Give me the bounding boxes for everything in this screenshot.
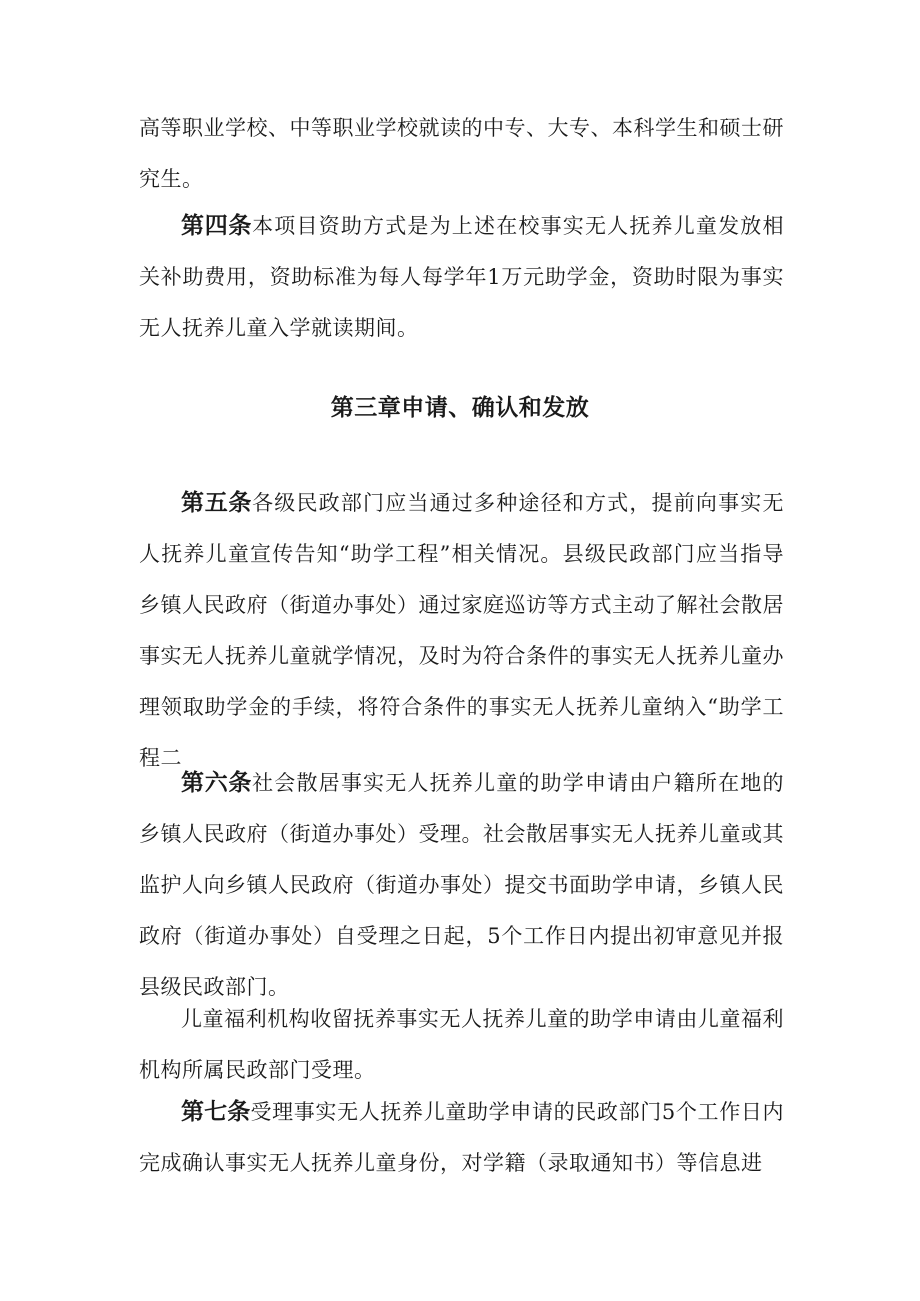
article-5-label: 第五条 bbox=[181, 490, 253, 516]
article-4-text: 本项目资助方式是为上述在校事实无人抚养儿童发放相关补助费用，资助标准为每人每学年1万元助学金，资助时限为事实无人抚养儿童入学就读期间。 bbox=[139, 214, 784, 340]
chapter-title: 第三章申请、确认和发放 bbox=[330, 395, 590, 421]
article-6 bbox=[139, 758, 784, 1013]
article-4-label: 第四条 bbox=[181, 213, 253, 239]
article-7 bbox=[139, 1087, 784, 1189]
article-6-label: 第六条 bbox=[181, 770, 253, 796]
article-6-text: 社会散居事实无人抚养儿童的助学申请由户籍所在地的乡镇人民政府（街道办事处）受理。社会散居事实无人抚养儿童或其监护人向乡镇人民政府（街道办事处）提交书面助学申请，乡镇人民政府（街道办事处）自受理之日起，5个工作日内提出初审意见并报县级民政部门。 bbox=[139, 771, 784, 999]
article-7-label: 第七条 bbox=[181, 1099, 251, 1125]
article-5-text: 各级民政部门应当通过多种途径和方式，提前向事实无人抚养儿童宣传告知“助学工程”相关情况。县级民政部门应当指导乡镇人民政府（街道办事处）通过家庭巡访等方式主动了解社会散居事实无人抚养儿童就学情况，及时为符合条件的事实无人抚养儿童办理领取助学金的手续，将符合条件的事实无人抚养儿童纳入“助学工程二 bbox=[139, 491, 784, 770]
paragraph-welfare-institution: 儿童福利机构收留抚养事实无人抚养儿童的助学申请由儿童福利机构所属民政部门受理。 bbox=[139, 1007, 784, 1082]
article-4 bbox=[139, 201, 784, 354]
article-5 bbox=[139, 478, 784, 784]
paragraph-continuation: 高等职业学校、中等职业学校就读的中专、大专、本科学生和硕士研究生。 bbox=[139, 116, 784, 191]
article-7-text: 受理事实无人抚养儿童助学申请的民政部门5个工作日内完成确认事实无人抚养儿童身份，对学籍（录取通知书）等信息进 bbox=[139, 1100, 785, 1175]
